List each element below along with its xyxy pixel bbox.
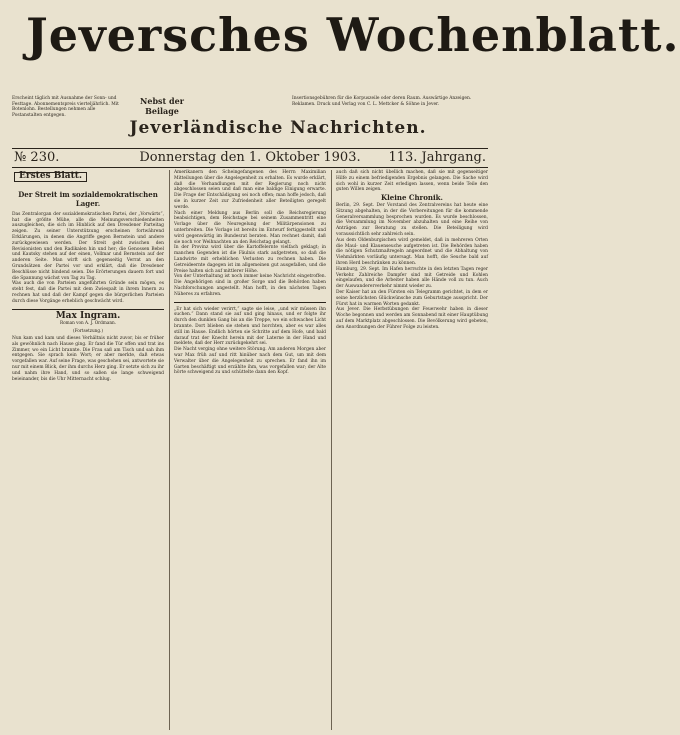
subscription-note: Erscheint täglich mit Ausnahme der Sonn- und Festtage. Abonnementspreis vierteljährlich. Mit Botenlohn. Bestellungen nehmen alle Postanstalten entgegen. (12, 96, 119, 118)
column-3 (336, 170, 488, 730)
serial-text: Die Nacht verging ohne weitere Störung. Am anderen Morgen aber war Max früh auf und ritt hinüber nach dem Gut, um mit dem Verwalter über die Angelegenheit zu sprechen. Er fand ihn im Garten beschäftigt und erzählte ihm, was vorgefallen war; der Alte hörte schweigend zu und schüttelte dann den Kopf. (174, 347, 326, 376)
divider (174, 302, 326, 303)
article-text: Berlin, 29. Sept. Der Vorstand des Zentralvereins hat heute eine Sitzung abgehalten, in der die Vorbereitungen für die kommende Generalversammlung besprochen wurden. Es wurde beschlossen, die Versammlung im November abzuhalten und eine Reihe von Anträgen zur Beratung zu stellen. Die Beteiligung wird voraussichtlich sehr zahlreich sein. (336, 202, 488, 237)
divider (12, 309, 164, 310)
column-2 (174, 170, 326, 730)
issue-date: Donnerstag den 1. Oktober 1903. (139, 150, 361, 165)
column-1 (12, 170, 164, 730)
article-text: Das Zentralorgan der sozialdemokratischen Partei, der „Vorwärts“, hat die größte Mühe, alle die Meinungsverschiedenheiten auszugleichen, die sich im Hinblick auf den Dresdener Parteitag zeigen. Zu seiner Unterstützung erscheinen fortwährend Erklärungen, in denen die Angriffe gegen Bernstein und andere zurückgewiesen werden. Der Streit geht zwischen den Revisionisten und den Radikalen hin und her; die Genossen Bebel und Kautsky stehen auf der einen, Vollmar und Bernstein auf der anderen Seite. Man wirft sich gegenseitig Verrat an den Grundsätzen der Partei vor und erklärt, daß die Dresdener Beschlüsse nicht bindend seien. Die Erörterungen dauern fort und die Spannung wächst von Tag zu Tag. (12, 211, 164, 281)
newspaper-title: Jeversches Wochenblatt. (26, 8, 680, 62)
volume-year: 113. Jahrgang. (388, 150, 486, 165)
serial-title: Max Ingram. (55, 310, 121, 321)
article-text: Amerikanern den Scheingefangenen des Herrn Maximilian Mitteilungen über die Angelegenheit zu erhalten. Es wurde erklärt, daß die Verhandlungen mit der Regierung noch nicht abgeschlossen seien und daß man eine baldige Einigung erwarte. Die Frage der Entschädigung sei noch offen; man hoffe jedoch, daß sie in kurzer Zeit zur Zufriedenheit aller Beteiligten geregelt werde. (174, 170, 326, 210)
article-text: Was auch die von Parteien angeführten Gründe sein mögen, es steht fest, daß die Partei mit dem Zwiespalt in ihrem Innern zu rechnen hat und daß der Kampf gegen die bürgerlichen Parteien durch diese Vorgänge erheblich geschwächt wird. (12, 281, 164, 304)
issue-number: № 230. (14, 150, 60, 165)
article-columns (12, 170, 488, 730)
masthead (12, 0, 680, 86)
article-text: In der Provinz wird über die Kartoffelernte vielfach geklagt; in manchen Gegenden ist die Fäulnis stark aufgetreten, so daß die Landwirte mit erheblichen Verlusten zu rechnen haben. Die Getreideernte dagegen ist im allgemeinen gut ausgefallen, und die Preise halten sich auf mittlerer Höhe. (174, 245, 326, 274)
advertising-note: Insertionsgebühren für die Korpuszeile oder deren Raum. Auswärtige Anzeigen. Reklamen. Druck und Verlag von C. L. Mettcker & Söhne in Jever. (292, 96, 472, 107)
supplement-note: Nebst der Beilage (140, 96, 184, 116)
dateline (12, 148, 488, 168)
column-rule (169, 170, 170, 730)
column-rule (331, 170, 332, 730)
article-text: Der Kaiser hat an den Fürsten ein Telegramm gerichtet, in dem er seine herzlichsten Glückwünsche zum Geburtstage ausspricht. Der Fürst hat in warmen Worten gedankt. (336, 289, 488, 307)
chronicle-headline: Kleine Chronik. (381, 193, 443, 203)
newspaper-subtitle: Jeverländische Nachrichten. (129, 118, 427, 138)
serial-author: Roman von A. J. Ordmann. (59, 320, 117, 326)
article-text: Hamburg, 29. Sept. Im Hafen herrschte in den letzten Tagen reger Verkehr. Zahlreiche Dampfer sind mit Getreide und Kohlen eingelaufen, und die Arbeiter haben alle Hände voll zu tun. Auch der Auswandererverkehr nimmt wieder zu. (336, 266, 488, 290)
article-text: Aus dem Oldenburgischen wird gemeldet, daß in mehreren Orten die Maul- und Klauenseuche aufgetreten ist. Die Behörden haben die nötigen Schutzmaßregeln angeordnet und die Abhaltung von Viehmärkten vorläufig untersagt. Man hofft, die Seuche bald auf ihren Herd beschränken zu können. (336, 237, 488, 266)
serial-text: Nun kam und kam und dieses Verhältnis nicht zuvor, bis er früher als gewöhnlich nach Hause ging. Er fand die Tür offen und trat ins Zimmer, wo ein Licht brannte. Die Frau saß am Tisch und sah ihm entgegen. Sie sprach kein Wort; er aber merkte, daß etwas vorgefallen war. Auf seine Frage, was geschehen sei, antwortete sie nur mit einem Blick, der ihm durchs Herz ging. Er setzte sich zu ihr und nahm ihre Hand, und so saßen sie lange schweigend beieinander, bis die Uhr Mitternacht schlug. (12, 335, 164, 382)
article-text: auch daß sich nicht übellich machen, daß sie mit gegenseitiger Hilfe zu einem befriedigenden Ergebnis gelangen. Die Sache wird sich wohl in kurzer Zeit erledigen lassen, wenn beide Teile den guten Willen zeigen. (336, 170, 488, 193)
serial-continuation: (Fortsetzung.) (72, 328, 104, 334)
serial-text: „Er hat sich wieder verirrt,“ sagte sie leise, „und wir müssen ihn suchen.“ Dann stand sie auf und ging hinaus, und er folgte ihr durch den dunklen Gang bis an die Treppe, wo ein schwaches Licht brannte. Dort blieben sie stehen und horchten, aber es war alles still im Hause. Endlich hörten sie Schritte auf dem Hofe, und bald darauf trat der Knecht herein mit der Laterne in der Hand und meldete, daß der Herr zurückgekehrt sei. (174, 306, 326, 347)
article-text: Nach einer Meldung aus Berlin soll die Reichsregierung beabsichtigen, dem Reichstage bei seinem Zusammentritt eine Vorlage über die Neuregelung der Militärpensionen zu unterbreiten. Die Vorlage ist bereits im Entwurf fertiggestellt und wird gegenwärtig im Bundesrat beraten. Man rechnet damit, daß sie noch vor Weihnachten an den Reichstag gelangt. (174, 210, 326, 245)
article-text: Aus Jever. Die Herbstübungen der Feuerwehr haben in dieser Woche begonnen und werden am Sonnabend mit einer Hauptübung auf dem Marktplatz abgeschlossen. Die Bevölkerung wird gebeten, den Anordnungen der Führer Folge zu leisten. (336, 307, 488, 330)
article-text: Von der Unterhaltung ist noch immer keine Nachricht eingetroffen. Die Angehörigen sind in großer Sorge und die Behörden haben Nachforschungen angestellt. Man hofft, in den nächsten Tagen Näheres zu erfahren. (174, 274, 326, 297)
article-headline: Der Streit im sozialdemokratischen Lager. (18, 189, 158, 208)
section-box: Erstes Blatt. (14, 172, 87, 182)
